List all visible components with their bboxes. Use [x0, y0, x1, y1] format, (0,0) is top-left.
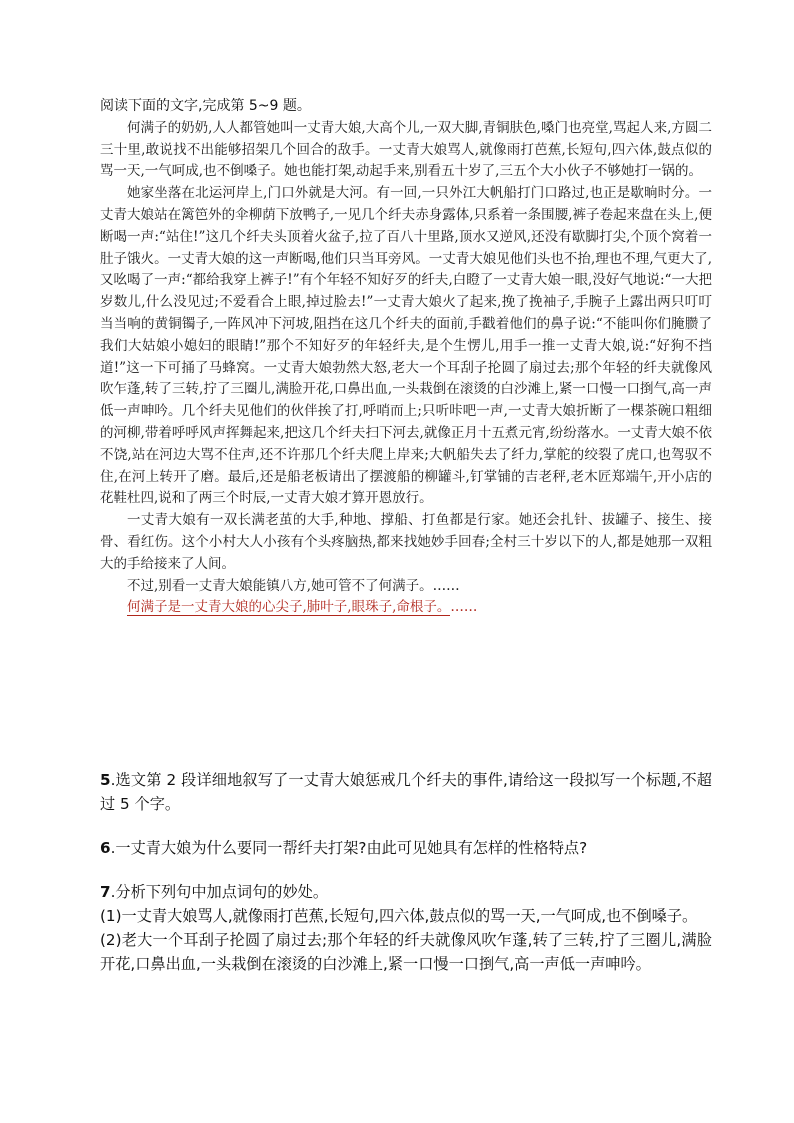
reading-passage	[100, 96, 712, 619]
question-7-item-1: (1)一丈青大娘骂人,就像雨打芭蕉,长短句,四六体,鼓点似的骂一天,一气呵成,也不倒嗓子。	[100, 907, 698, 925]
question-5	[100, 768, 712, 816]
passage-instruction: 阅读下面的文字,完成第 5~9 题。	[100, 98, 311, 114]
question-text: .分析下列句中加点词句的妙处。	[110, 883, 329, 901]
ellipsis: ……	[450, 599, 478, 616]
passage-paragraph-3: 一丈青大娘有一双长满老茧的大手,种地、撑船、打鱼都是行家。她还会扎针、拔罐子、接生、接骨、看红伤。这个小村大人小孩有个头疼脑热,都来找她妙手回春;全村三十岁以下的人,都是她那一双粗大的手给接来了人间。	[100, 512, 712, 572]
passage-paragraph-2: 她家坐落在北运河岸上,门口外就是大河。有一回,一只外江大帆船打门口路过,也正是歇晌时分。一丈青大娘站在篱笆外的伞柳荫下放鸭子,一见几个纤夫赤身露体,只系着一条围腰,裤子卷起来盘在头上,便断喝一声:“站住!”这几个纤夫头顶着火盆子,拉了百八十里路,顶水又逆风,还没有歇脚打尖,个顶个窝着一肚子饿火。一丈青大娘的这一声断喝,他们只当耳旁风。一丈青大娘见他们头也不抬,理也不理,气更大了,又吆喝了一声:“都给我穿上裤子!”有个年轻不知好歹的纤夫,白瞪了一丈青大娘一眼,没好气地说:“一大把岁数儿,什么没见过;不爱看合上眼,掉过脸去!”一丈青大娘火了起来,挽了挽袖子,手腕子上露出两只叮叮当当响的黄铜镯子,一阵风冲下河坡,阻挡在这几个纤夫的面前,手戳着他们的鼻子说:“不能叫你们腌臜了我们大姑娘小媳妇的眼睛!”那个不知好歹的年轻纤夫,是个生愣儿,用手一推一丈青大娘,说:“好狗不挡道!”这一下可捅了马蜂窝。一丈青大娘勃然大怒,老大一个耳刮子抡圆了扇过去;那个年轻的纤夫就像风吹乍蓬,转了三转,拧了三圈儿,满脸开花,口鼻出血,一头栽倒在滚烫的白沙滩上,紧一口慢一口捯气,高一声低一声呻吟。几个纤夫见他们的伙伴挨了打,呼哨而上;只听咔吧一声,一丈青大娘折断了一棵茶碗口粗细的河柳,带着呼呼风声挥舞起来,把这几个纤夫扫下河去,就像正月十五煮元宵,纷纷落水。一丈青大娘不依不饶,站在河边大骂不住声,还不许那几个纤夫爬上岸来;大帆船失去了纤力,掌舵的绞裂了虎口,也驾驭不住,在河上转开了磨。最后,还是船老板请出了摆渡船的柳罐斗,钉掌铺的吉老秤,老木匠郑端午,开小店的花鞋杜四,说和了两三个时辰,一丈青大娘才算开恩放行。	[100, 185, 712, 507]
question-7	[100, 880, 712, 904]
highlighted-sentence	[100, 597, 712, 619]
underlined-sentence: 何满子是一丈青大娘的心尖子,肺叶子,眼珠子,命根子。	[127, 599, 451, 616]
passage-paragraph-4: 不过,别看一丈青大娘能镇八方,她可管不了何满子。……	[127, 577, 460, 594]
question-number: 7	[100, 883, 111, 901]
question-6	[100, 836, 712, 860]
question-number: 5	[100, 771, 111, 789]
passage-paragraph-1: 何满子的奶奶,人人都管她叫一丈青大娘,大高个儿,一双大脚,青铜肤色,嗓门也亮堂,骂起人来,方圆二三十里,敢说找不出能够招架几个回合的敌手。一丈青大娘骂人,就像雨打芭蕉,长短句,四六体,鼓点似的骂一天,一气呵成,也不倒嗓子。她也能打架,动起手来,别看五十岁了,三五个大小伙子不够她打一锅的。	[100, 119, 712, 180]
question-text: .选文第 2 段详细地叙写了一丈青大娘惩戒几个纤夫的事件,请给这一段拟写一个标题,不超过 5 个字。	[100, 771, 712, 813]
question-section	[100, 768, 712, 976]
question-7-item-2: (2)老大一个耳刮子抡圆了扇过去;那个年轻的纤夫就像风吹乍蓬,转了三转,拧了三圈儿,满脸开花,口鼻出血,一头栽倒在滚烫的白沙滩上,紧一口慢一口捯气,高一声低一声呻吟。	[100, 931, 712, 973]
question-number: 6	[100, 839, 111, 857]
question-text: .一丈青大娘为什么要同一帮纤夫打架?由此可见她具有怎样的性格特点?	[110, 839, 588, 857]
